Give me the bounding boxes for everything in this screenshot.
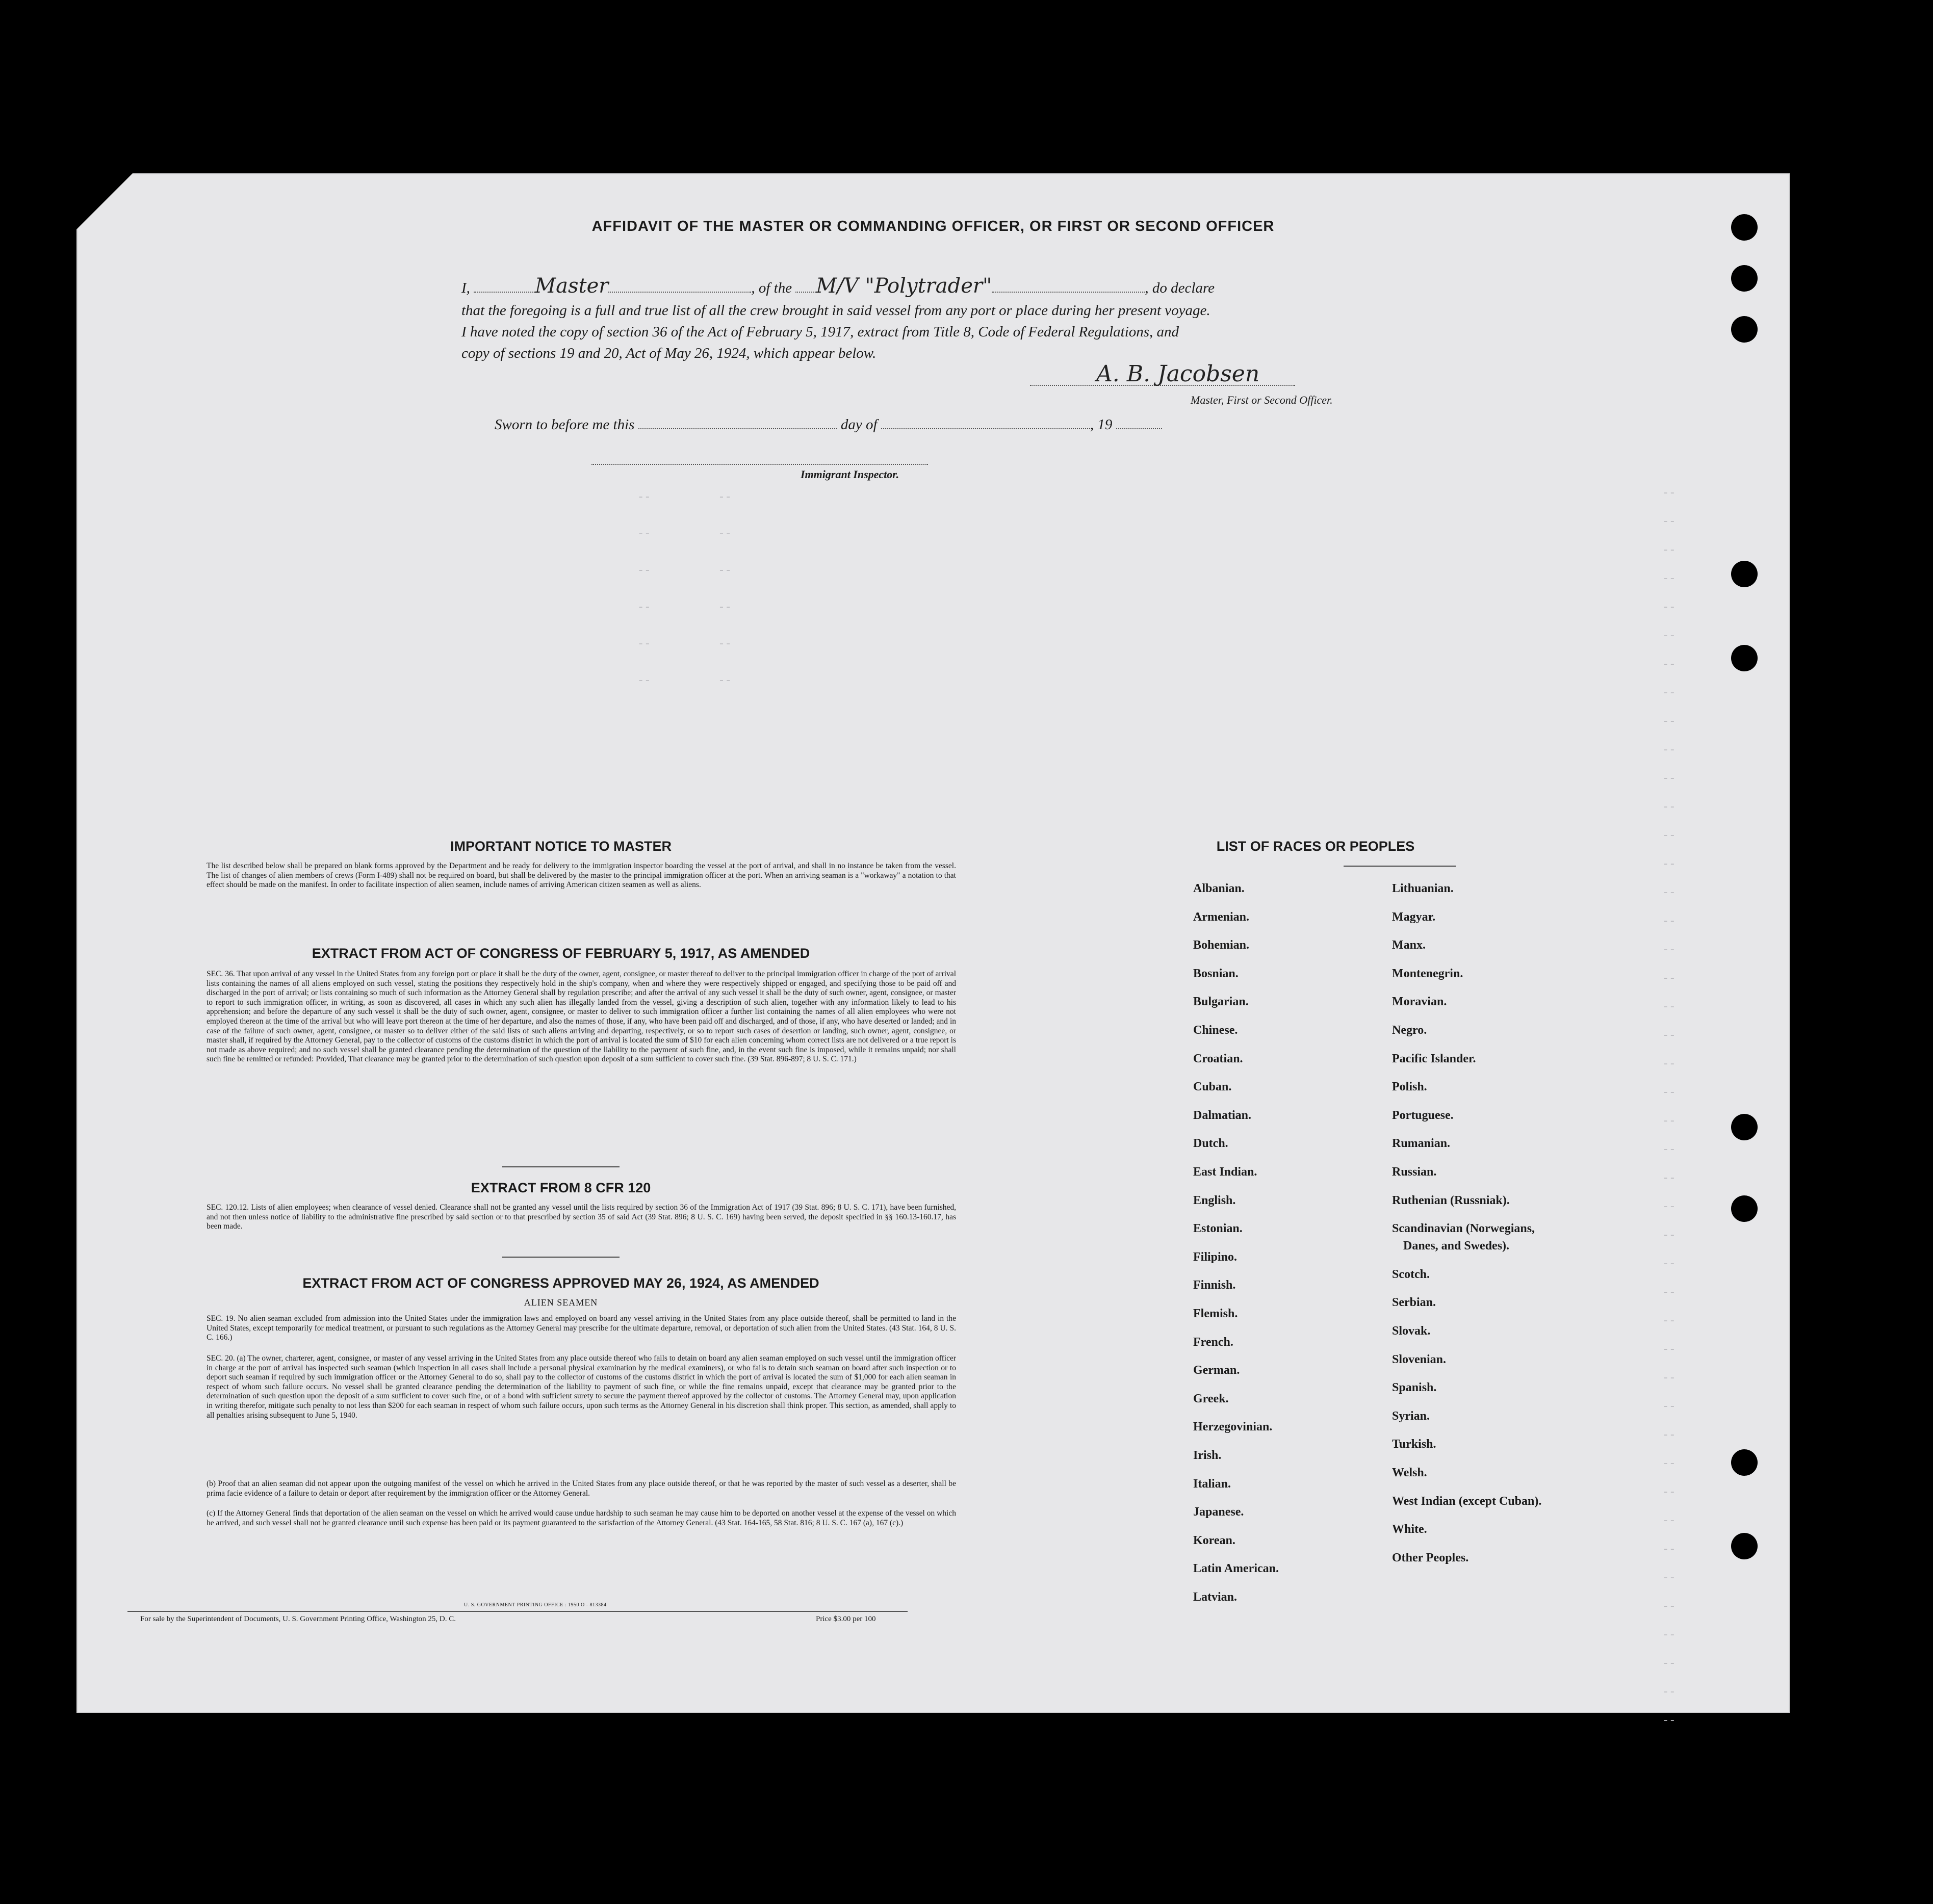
punch-hole bbox=[1731, 1114, 1758, 1140]
divider bbox=[502, 1166, 620, 1167]
race-item: Russian. bbox=[1392, 1165, 1437, 1179]
extract-1924-sec20b: (b) Proof that an alien seaman did not appear upon the outgoing manifest of the vessel on which he arrived in the United States from any place outside thereof, or that he was reported by the master of such vessel as a deserter, shall be prima facie evidence of a failure to detain or deport after requirement by the immigration officer or the Attorney General. bbox=[207, 1479, 956, 1498]
race-item: Irish. bbox=[1193, 1449, 1222, 1462]
vessel-handwritten: M/V "Polytrader" bbox=[816, 274, 992, 298]
race-item: Cuban. bbox=[1193, 1080, 1232, 1094]
race-item: Dalmatian. bbox=[1193, 1108, 1251, 1122]
race-item: Flemish. bbox=[1193, 1307, 1238, 1320]
affidavit-line-2: that the foregoing is a full and true list of all the crew brought in said vessel from any port or place during her present voyage. bbox=[461, 302, 1210, 319]
races-divider bbox=[1344, 866, 1456, 867]
race-item: Scotch. bbox=[1392, 1267, 1430, 1281]
race-item: Finnish. bbox=[1193, 1279, 1236, 1292]
bleed-through-marks: -- -- -- -- -- -- -- -- -- -- -- -- bbox=[637, 491, 732, 687]
affidavit-heading: AFFIDAVIT OF THE MASTER OR COMMANDING OFFICER, OR FIRST OR SECOND OFFICER bbox=[591, 218, 1275, 234]
affidavit-line-1 bbox=[461, 274, 1507, 300]
race-item: Croatian. bbox=[1193, 1052, 1243, 1065]
sworn-prefix: Sworn to before me this bbox=[495, 416, 635, 433]
race-item: Bulgarian. bbox=[1193, 995, 1249, 1009]
race-item: Bohemian. bbox=[1193, 938, 1250, 952]
race-item: Slovak. bbox=[1392, 1324, 1431, 1338]
extract-1924-sec19: SEC. 19. No alien seaman excluded from admission into the United States under the immigration laws and employed on board any vessel arriving in the United States from any place outside thereof, shall be permitted to land in the United States, except temporarily for medical treatment, or pursuant to such regulations as the Attorney General may prescribe for the ultimate departure, removal, or deportation of such alien from the United States. (43 Stat. 164, 8 U. S. C. 166.) bbox=[207, 1314, 956, 1342]
gpo-imprint: U. S. GOVERNMENT PRINTING OFFICE : 1950 O - 813384 bbox=[464, 1602, 607, 1608]
race-item: Latvian. bbox=[1193, 1590, 1238, 1604]
affidavit-line-3: I have noted the copy of section 36 of the Act of February 5, 1917, extract from Title 8, Code of Federal Regulations, and bbox=[461, 324, 1179, 340]
race-item: Albanian. bbox=[1193, 882, 1245, 895]
notice-text: The list described below shall be prepared on blank forms approved by the Department and be ready for delivery to the immigration inspector boarding the vessel at the port of arrival, and shall in no instance be taken from the vessel. The list of changes of alien members of crews (Form I-489) shall not be required on board, but shall be delivered by the master to the principal immigration officer at the port. When an arriving seaman is a "workaway" a notation to that effect should be made on the manifest. In order to facilitate inspection of alien seamen, include names of arriving American citizen seamen as well as aliens. bbox=[207, 862, 956, 890]
signature-caption: Master, First or Second Officer. bbox=[1191, 394, 1333, 406]
race-item: Portuguese. bbox=[1392, 1108, 1454, 1122]
race-item: Other Peoples. bbox=[1392, 1551, 1469, 1564]
race-item: German. bbox=[1193, 1364, 1240, 1377]
price-notice: Price $3.00 per 100 bbox=[816, 1615, 876, 1623]
inspector-line bbox=[591, 464, 928, 465]
race-item: Ruthenian (Russniak). bbox=[1392, 1193, 1510, 1207]
sworn-year: , 19 bbox=[1090, 416, 1113, 433]
race-item: East Indian. bbox=[1193, 1165, 1257, 1179]
punch-hole bbox=[1731, 1533, 1758, 1559]
extract-cfr-heading: EXTRACT FROM 8 CFR 120 bbox=[471, 1180, 651, 1195]
race-item: Turkish. bbox=[1392, 1438, 1436, 1451]
extract-1924-heading: EXTRACT FROM ACT OF CONGRESS APPROVED MAY 26, 1924, AS AMENDED bbox=[302, 1275, 819, 1291]
race-item: Japanese. bbox=[1193, 1505, 1244, 1519]
punch-hole bbox=[1731, 1449, 1758, 1476]
sworn-line bbox=[495, 413, 1162, 433]
sworn-day: day of bbox=[840, 416, 878, 433]
race-item: Polish. bbox=[1392, 1080, 1427, 1094]
race-item: Chinese. bbox=[1193, 1024, 1238, 1037]
race-item: Serbian. bbox=[1392, 1296, 1436, 1310]
master-signature: A. B. Jacobsen bbox=[1096, 361, 1260, 387]
race-item: Montenegrin. bbox=[1392, 967, 1463, 980]
race-item: Filipino. bbox=[1193, 1250, 1238, 1264]
race-item: French. bbox=[1193, 1335, 1233, 1349]
race-item: Moravian. bbox=[1392, 995, 1447, 1009]
race-item: West Indian (except Cuban). bbox=[1392, 1494, 1542, 1508]
race-item: English. bbox=[1193, 1193, 1236, 1207]
sale-notice: For sale by the Superintendent of Documents, U. S. Government Printing Office, Washington 25, D. C. bbox=[140, 1615, 456, 1623]
extract-1917-text: SEC. 36. That upon arrival of any vessel in the United States from any foreign port or place it shall be the duty of the owner, agent, consignee, or master thereof to deliver to the principal immigration officer in charge of the port of arrival lists containing the names of all aliens employed on such vessel, stating the positions they respectively hold in the ship's company, when and where they were respectively shipped or engaged, and specifying those to be paid off and discharged in the port of arrival; or lists containing so much of such information as the Attorney General shall by regulation prescribe; and after the arrival of any such vessel it shall be the duty of such owner, agent, consignee, or master to report to such immigration officer, in writing, as soon as discovered, all cases in which any such alien has illegally landed from the vessel, giving a description of such alien, together with any information likely to lead to his apprehension; and before the departure of any such vessel it shall be the duty of such owner, agent, consignee, or master to deliver to such immigration officer a further list containing the names of all alien employees who were not employed thereon at the time of the arrival but who will leave port thereon at the time of her departure, and also the names of those, if any, who have been paid off and discharged, and of those, if any, who have deserted or landed; and in case of the failure of such owner, agent, consignee, or master so to deliver either of the said lists of such aliens arriving and departing, respectively, or so to report such cases of desertion or landing, such owner, agent, consignee, or master shall, if required by the Attorney General, pay to the collector of customs of the customs district in which the port of arrival is located the sum of $10 for each alien concerning whom correct lists are not delivered or a true report is not made as above required; and no such vessel shall be granted clearance pending the determination of the question of the liability to the payment of such fine, and, in the event such fine is imposed, while it remains unpaid; nor shall such fine be remitted or refunded: Provided, That clearance may be granted prior to the determination of such question upon deposit of a sum sufficient to cover such fine. (39 Stat. 896-897; 8 U. S. C. 171.) bbox=[207, 970, 956, 1064]
race-item: Welsh. bbox=[1392, 1466, 1427, 1479]
race-item: Korean. bbox=[1193, 1533, 1235, 1547]
race-item: Danes, and Swedes). bbox=[1403, 1239, 1510, 1253]
punch-hole bbox=[1731, 645, 1758, 671]
extract-1924-sec20a: SEC. 20. (a) The owner, charterer, agent, consignee, or master of any vessel arriving in the United States from any place outside thereof who fails to detain on board any alien seaman employed on such vessel until the immigration officer in charge at the port of arrival has inspected such seaman (which inspection in all cases shall include a personal physical examination by the medical examiners), or who fails to detain such seaman on board after such inspection or to deport such seaman if required by such immigration officer or the Attorney General to do so, shall pay to the collector of customs of the customs district in which the port of arrival is located the sum of $1,000 for each alien seaman in respect of whom such failure occurs. No vessel shall be granted clearance pending the determination of the liability to payment of such fine, or while the fine remains unpaid, except that clearance may be granted prior to the determination of such question upon the deposit of a sum sufficient to cover such fine, or of a bond with sufficient surety to secure the payment thereof approved by the collector of customs. The Attorney General may, upon application in writing therefor, mitigate such penalty to not less than $200 for each seaman in respect of whom such failure occurs, upon such terms as the Attorney General in his discretion shall think proper. This section, as amended, shall apply to all penalties arising subsequent to June 5, 1940. bbox=[207, 1354, 956, 1420]
race-item: Estonian. bbox=[1193, 1222, 1243, 1236]
race-item: Bosnian. bbox=[1193, 967, 1239, 980]
race-item: Italian. bbox=[1193, 1477, 1231, 1491]
race-item: Syrian. bbox=[1392, 1409, 1430, 1423]
punch-hole bbox=[1731, 561, 1758, 587]
folded-corner bbox=[76, 173, 133, 229]
do-declare-text: , do declare bbox=[1145, 280, 1215, 296]
race-item: Dutch. bbox=[1193, 1137, 1228, 1151]
pronoun: I, bbox=[461, 280, 470, 296]
race-item: Spanish. bbox=[1392, 1381, 1437, 1395]
extract-1917-heading: EXTRACT FROM ACT OF CONGRESS OF FEBRUARY 5, 1917, AS AMENDED bbox=[312, 946, 810, 961]
extract-cfr-text: SEC. 120.12. Lists of alien employees; when clearance of vessel denied. Clearance shall not be granted any vessel until the lists required by section 36 of the Immigration Act of 1917 (39 Stat. 896; 8 U. S. C. 171), have been furnished, and not then unless notice of liability to the administrative fine prescribed by said section or to that prescribed by section 35 of said Act (39 Stat. 896; 8 U. S. C. 169) having been served, the deposit specified in §§ 160.13-160.17, has been made. bbox=[207, 1203, 956, 1231]
race-item: Lithuanian. bbox=[1392, 882, 1454, 895]
punch-hole bbox=[1731, 1195, 1758, 1222]
race-item: Manx. bbox=[1392, 938, 1426, 952]
race-item: Armenian. bbox=[1193, 910, 1249, 924]
punch-hole bbox=[1731, 214, 1758, 241]
race-item: Greek. bbox=[1193, 1392, 1229, 1405]
race-item: Herzegovinian. bbox=[1193, 1420, 1273, 1434]
notice-heading: IMPORTANT NOTICE TO MASTER bbox=[450, 839, 672, 854]
race-item: Magyar. bbox=[1392, 910, 1436, 924]
race-item: Pacific Islander. bbox=[1392, 1052, 1476, 1065]
punch-hole bbox=[1731, 316, 1758, 343]
race-item: Scandinavian (Norwegians, bbox=[1392, 1222, 1535, 1236]
alien-seamen-subheading: ALIEN SEAMEN bbox=[524, 1297, 598, 1308]
form-page bbox=[76, 173, 1790, 1727]
races-heading: LIST OF RACES OR PEOPLES bbox=[1216, 839, 1415, 854]
race-item: Rumanian. bbox=[1392, 1137, 1451, 1151]
affidavit-line-4: copy of sections 19 and 20, Act of May 26, 1924, which appear below. bbox=[461, 345, 877, 361]
punch-hole bbox=[1731, 265, 1758, 292]
of-the-text: , of the bbox=[751, 280, 792, 296]
bleed-through-marks-right: -- -- -- -- -- -- -- -- -- -- -- -- -- -- -- -- -- -- -- -- -- -- -- -- -- -- -- -- -- -- -- -- -- -- -- -- -- -- -- -- -- -- -- -- bbox=[1662, 487, 1676, 1727]
race-item: Slovenian. bbox=[1392, 1352, 1447, 1366]
divider bbox=[502, 1257, 620, 1258]
rank-handwritten: Master bbox=[535, 274, 609, 298]
inspector-caption: Immigrant Inspector. bbox=[801, 468, 899, 481]
race-item: Latin American. bbox=[1193, 1562, 1279, 1576]
race-item: Negro. bbox=[1392, 1024, 1427, 1037]
footer-rule bbox=[127, 1611, 908, 1612]
race-item: White. bbox=[1392, 1523, 1427, 1536]
extract-1924-sec20c: (c) If the Attorney General finds that deportation of the alien seaman on the vessel on which he arrived would cause undue hardship to such seaman he may cause him to be deported on another vessel at the expense of the vessel on which he arrived, and such vessel shall not be granted clearance until such expense has been paid or its payment guaranteed to the satisfaction of the Attorney General. (43 Stat. 164-165, 58 Stat. 816; 8 U. S. C. 167 (a), 167 (c).) bbox=[207, 1509, 956, 1527]
